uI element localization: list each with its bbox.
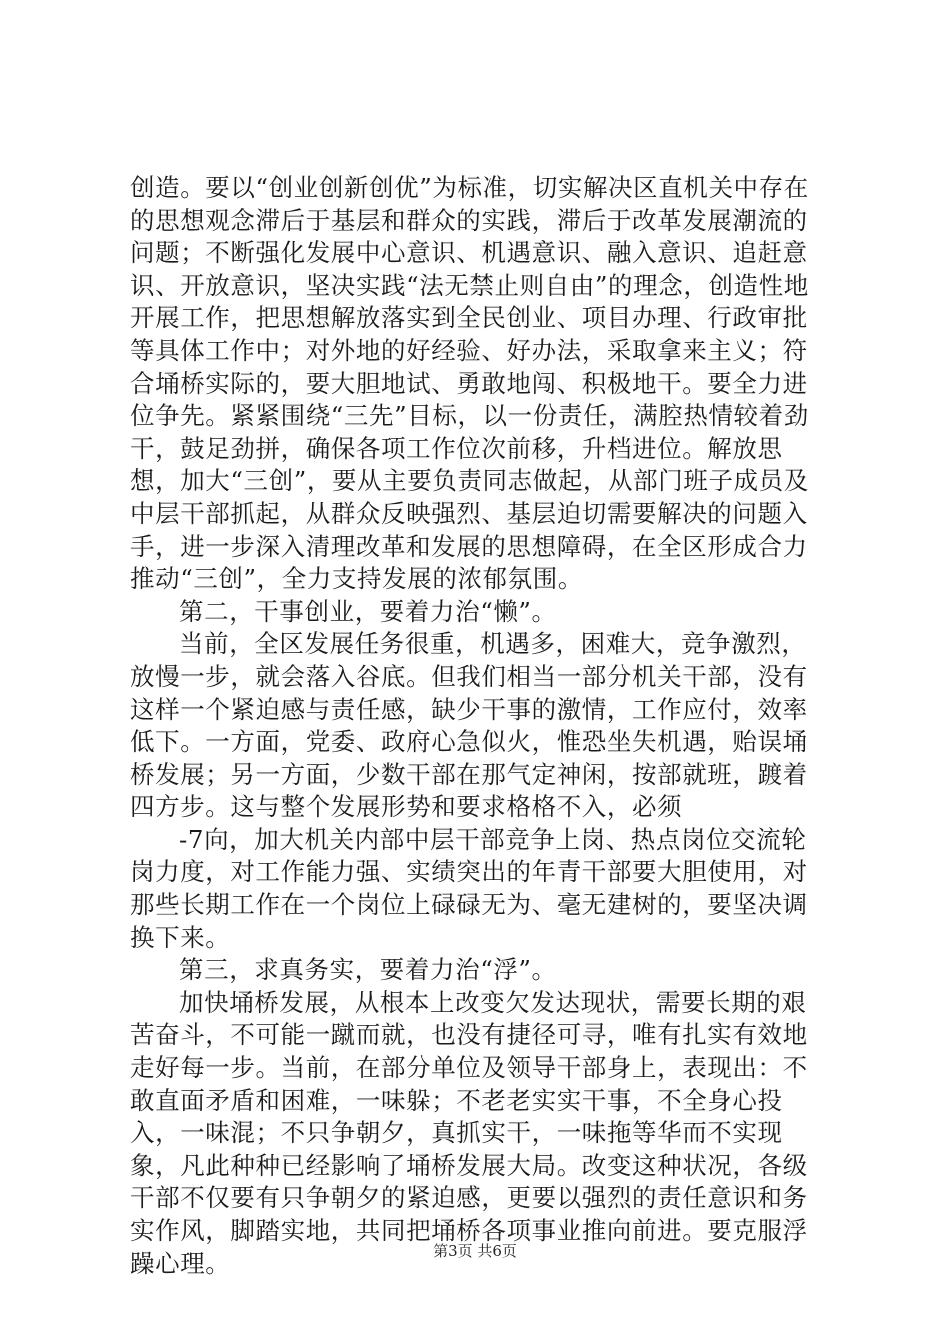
paragraph-1: 创造。要以“创业创新创优”为标准，切实解决区直机关中存在的思想观念滞后于基层和群众的实践，滞后于改革发展潮流的问题；不断强化发展中心意识、机遇意识、融入意识、追赶意识、开放意识，坚决实践“法无禁止则自由”的理念，创造性地开展工作，把思想解放落实到全民创业、项目办理、行政审批等具体工作中；对外地的好经验、好办法，采取拿来主义；符合埇桥实际的，要大胆地试、勇敢地闯、积极地干。要全力进位争先。紧紧围绕“三先”目标，以一份责任，满腔热情较着劲干，鼓足劲拼，确保各项工作位次前移，升档进位。解放思想，加大“三创”，要从主要负责同志做起，从部门班子成员及中层干部抓起，从群众反映强烈、基层迫切需要解决的问题入手，进一步深入清理改革和发展的思想障碍，在全区形成合力推动“三创”，全力支持发展的浓郁氛围。 bbox=[130, 173, 809, 594]
document-body bbox=[130, 172, 830, 1280]
paragraph-4: -7向，加大机关内部中层干部竞争上岗、热点岗位交流轮岗力度，对工作能力强、实绩突出的年青干部要大胆使用，对那些长期工作在一个岗位上碌碌无为、毫无建树的，要坚决调换下来。 bbox=[130, 824, 808, 952]
section-heading-3: 第三，求真务实，要着力治“浮”。 bbox=[179, 955, 557, 985]
paragraph-3: 当前，全区发展任务很重，机遇多，困难大，竞争激烈，放慢一步，就会落入谷底。但我们相当一部分机关干部，没有这样一个紧迫感与责任感，缺少干事的激情，工作应付，效率低下。一方面，党委、政府心急似火，惟恐坐失机遇，贻误埇桥发展；另一方面，少数干部在那气定神闲，按部就班，踱着四方步。这与整个发展形势和要求格格不入，必须 bbox=[130, 629, 808, 822]
paragraph-6: 加快埇桥发展，从根本上改变欠发达现状，需要长期的艰苦奋斗，不可能一蹴而就，也没有捷径可寻，唯有扎实有效地走好每一步。当前，在部分单位及领导干部身上，表现出：不敢直面矛盾和困难，一味躲；不老老实实干事，不全身心投入，一味混；不只争朝夕，真抓实干，一味拖等华而不实现象，凡此种种已经影响了埇桥发展大局。改变这种状况，各级干部不仅要有只争朝夕的紧迫感，更要以强烈的责任意识和务实作风，脚踏实地，共同把埇桥各项事业推向前进。要克服浮躁心理。 bbox=[130, 987, 808, 1278]
section-heading-2: 第二，干事创业，要着力治“懒”。 bbox=[179, 596, 557, 626]
page-footer: 第3页 共6页 bbox=[433, 1242, 517, 1260]
